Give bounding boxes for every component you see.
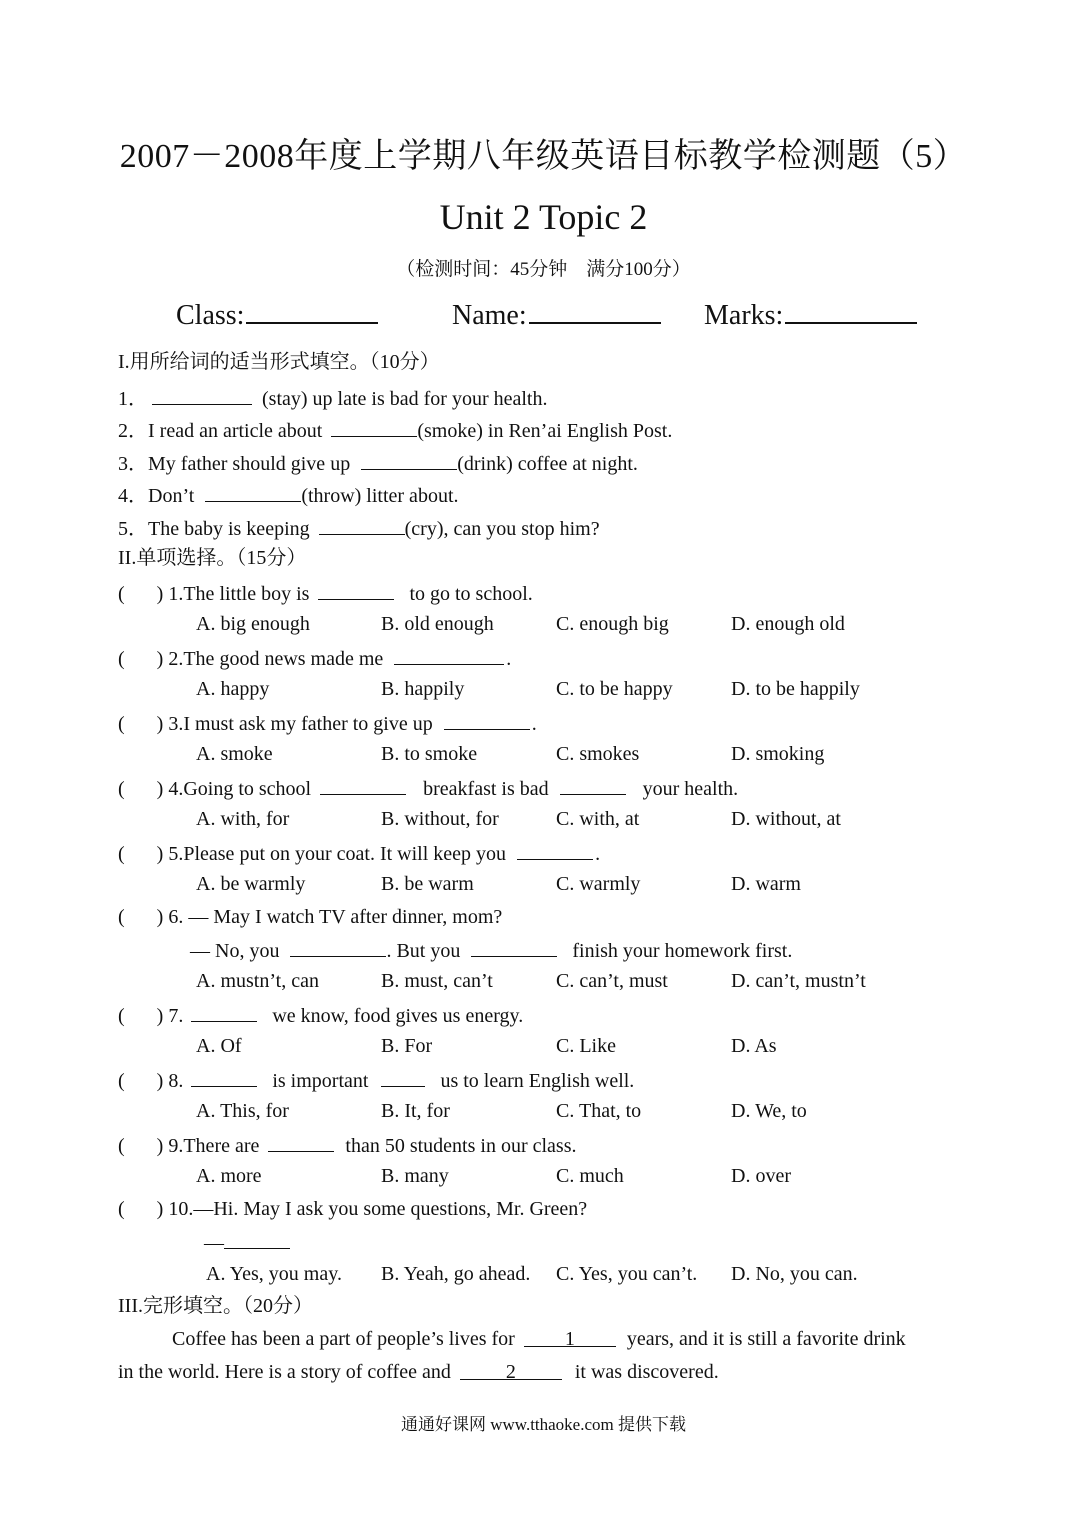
- question-blank: [381, 1066, 425, 1087]
- name-blank[interactable]: [529, 296, 661, 324]
- question-blank: [320, 774, 406, 795]
- mc-question-10: [118, 1196, 587, 1222]
- q9-option-b[interactable]: B. many: [381, 1165, 449, 1187]
- q10-option-d[interactable]: D. No, you can.: [731, 1263, 858, 1285]
- name-label: Name:: [452, 300, 527, 331]
- mc-question-1: [118, 579, 533, 607]
- cloze-text: Coffee has been a part of people’s lives for: [172, 1328, 520, 1350]
- q7-option-c[interactable]: C. Like: [556, 1035, 616, 1057]
- word-hint: (cry): [404, 518, 444, 540]
- mc-question-2: [118, 644, 511, 672]
- class-label: Class:: [176, 300, 245, 331]
- q1-option-b[interactable]: B. old enough: [381, 613, 494, 635]
- answer-blank[interactable]: [331, 416, 417, 437]
- marks-blank[interactable]: [785, 296, 917, 324]
- question-number: ) 10.: [156, 1198, 194, 1220]
- question-text: —: [204, 1232, 224, 1254]
- mc-question-5: [118, 839, 600, 867]
- question-text: we know, food gives us energy.: [267, 1005, 524, 1027]
- question-text: There are: [183, 1135, 265, 1157]
- answer-paren[interactable]: (: [118, 1135, 125, 1157]
- q6-option-c[interactable]: C. can’t, must: [556, 970, 668, 992]
- q6-option-d[interactable]: D. can’t, mustn’t: [731, 970, 866, 992]
- question-text: us to learn English well.: [435, 1070, 635, 1092]
- question-blank: [318, 579, 394, 600]
- q5-option-c[interactable]: C. warmly: [556, 873, 641, 895]
- question-blank: [290, 936, 386, 957]
- cloze-blank-1[interactable]: [524, 1326, 616, 1350]
- q9-option-a[interactable]: A. more: [196, 1165, 262, 1187]
- question-blank: [191, 1001, 257, 1022]
- answer-blank[interactable]: [205, 481, 301, 502]
- question-blank: [394, 644, 504, 665]
- question-blank: [560, 774, 626, 795]
- section-3-heading: III.完形填空。（20分）: [118, 1295, 313, 1317]
- q6-option-b[interactable]: B. must, can’t: [381, 970, 493, 992]
- answer-blank[interactable]: [319, 514, 405, 535]
- question-text: I must ask my father to give up: [183, 713, 438, 735]
- cloze-number: 1: [564, 1328, 575, 1350]
- s1-item-1: [118, 384, 547, 412]
- s1-item-2: [118, 416, 672, 444]
- answer-paren[interactable]: (: [118, 583, 125, 605]
- question-text: The good news made me: [183, 648, 389, 670]
- q1-option-c[interactable]: C. enough big: [556, 613, 669, 635]
- q8-option-c[interactable]: C. That, to: [556, 1100, 642, 1122]
- item-text: coffee at night.: [512, 453, 638, 475]
- item-text: The baby is keeping: [148, 518, 315, 540]
- q5-option-a[interactable]: A. be warmly: [196, 873, 306, 895]
- mc-question-3: [118, 709, 537, 737]
- q2-option-a[interactable]: A. happy: [196, 678, 270, 700]
- section-2-heading: II.单项选择。（15分）: [118, 547, 307, 569]
- question-text: — No, you: [190, 940, 285, 962]
- mc-question-4: [118, 774, 738, 802]
- q8-option-a[interactable]: A. This, for: [196, 1100, 289, 1122]
- question-blank: [268, 1131, 334, 1152]
- marks-label: Marks:: [704, 300, 784, 331]
- question-text: Going to school: [183, 778, 317, 800]
- q5-option-d[interactable]: D. warm: [731, 873, 801, 895]
- section-1-heading: I.用所给词的适当形式填空。（10分）: [118, 351, 440, 373]
- page-subtitle: Unit 2 Topic 2: [439, 197, 648, 237]
- question-text: to go to school.: [404, 583, 533, 605]
- word-hint: (smoke): [417, 420, 483, 442]
- q3-option-c[interactable]: C. smokes: [556, 743, 640, 765]
- q1-option-a[interactable]: A. big enough: [196, 613, 310, 635]
- cloze-number: 2: [505, 1361, 516, 1383]
- answer-paren[interactable]: (: [118, 713, 125, 735]
- q4-option-c[interactable]: C. with, at: [556, 808, 640, 830]
- q7-option-b[interactable]: B. For: [381, 1035, 433, 1057]
- q9-option-d[interactable]: D. over: [731, 1165, 791, 1187]
- q10-option-c[interactable]: C. Yes, you can’t.: [556, 1263, 698, 1285]
- item-text: litter about.: [361, 485, 459, 507]
- question-number: ) 1.: [156, 583, 184, 605]
- answer-blank[interactable]: [152, 384, 252, 405]
- question-number: ) 3.: [156, 713, 184, 735]
- word-hint: (drink): [457, 453, 513, 475]
- item-text: My father should give up: [148, 453, 356, 475]
- question-number: ) 6.: [156, 906, 184, 928]
- answer-paren[interactable]: (: [118, 648, 125, 670]
- class-blank[interactable]: [246, 296, 378, 324]
- item-text: in Ren’ai English Post.: [482, 420, 673, 442]
- item-text: up late is bad for your health.: [307, 388, 548, 410]
- question-number: ) 5.: [156, 843, 184, 865]
- item-text: I read an article about: [148, 420, 328, 442]
- question-number: ) 7.: [156, 1005, 184, 1027]
- answer-paren[interactable]: (: [118, 1198, 125, 1220]
- question-text: .: [531, 713, 537, 735]
- cloze-line-2: [118, 1359, 719, 1385]
- s1-item-3: [118, 449, 638, 477]
- mc-question-8: [118, 1066, 634, 1094]
- q4-option-b[interactable]: B. without, for: [381, 808, 499, 830]
- mc-question-7: [118, 1001, 523, 1029]
- question-blank: [444, 709, 530, 730]
- answer-paren[interactable]: (: [118, 1070, 125, 1092]
- q3-option-d[interactable]: D. smoking: [731, 743, 825, 765]
- question-number: ) 9.: [156, 1135, 184, 1157]
- mc-question-9: [118, 1131, 576, 1159]
- question-text: .: [506, 648, 512, 670]
- answer-paren[interactable]: (: [118, 906, 125, 928]
- q7-option-a[interactable]: A. Of: [196, 1035, 242, 1057]
- s1-item-4: [118, 481, 459, 509]
- q2-option-b[interactable]: B. happily: [381, 678, 465, 700]
- question-text: than 50 students in our class.: [340, 1135, 577, 1157]
- item-text: , can you stop him?: [443, 518, 600, 540]
- question-text: your health.: [637, 778, 739, 800]
- question-text: — May I watch TV after dinner, mom?: [188, 906, 503, 928]
- item-number: 4．: [118, 485, 148, 507]
- item-number: 1．: [118, 388, 148, 410]
- item-text: Don’t: [148, 485, 200, 507]
- cloze-text: years, and it is still a favorite drink: [621, 1328, 906, 1350]
- q6-option-a[interactable]: A. mustn’t, can: [196, 970, 319, 992]
- word-hint: (throw): [301, 485, 362, 507]
- q8-option-b[interactable]: B. It, for: [381, 1100, 450, 1122]
- q6-response-line: [190, 936, 792, 964]
- q9-option-c[interactable]: C. much: [556, 1165, 624, 1187]
- q10-response-line: [204, 1228, 290, 1256]
- class-field: [176, 296, 378, 332]
- q2-option-d[interactable]: D. to be happily: [731, 678, 860, 700]
- item-number: 5．: [118, 518, 148, 540]
- q8-option-d[interactable]: D. We, to: [731, 1100, 807, 1122]
- q1-option-d[interactable]: D. enough old: [731, 613, 845, 635]
- q4-option-a[interactable]: A. with, for: [196, 808, 290, 830]
- q2-option-c[interactable]: C. to be happy: [556, 678, 673, 700]
- question-text: .: [595, 843, 601, 865]
- question-text: is important: [267, 1070, 374, 1092]
- answer-blank[interactable]: [361, 449, 457, 470]
- question-text: Please put on your coat. It will keep you: [183, 843, 512, 865]
- question-text: —Hi. May I ask you some questions, Mr. Green?: [193, 1198, 588, 1220]
- mc-question-6: [118, 904, 502, 930]
- question-text: breakfast is bad: [418, 778, 554, 800]
- question-blank: [191, 1066, 257, 1087]
- word-hint: (stay): [262, 388, 308, 410]
- cloze-line-1: [172, 1326, 906, 1352]
- answer-paren[interactable]: (: [118, 843, 125, 865]
- s1-item-5: [118, 514, 600, 542]
- cloze-text: in the world. Here is a story of coffee and: [118, 1361, 456, 1383]
- q3-option-a[interactable]: A. smoke: [196, 743, 273, 765]
- item-number: 3．: [118, 453, 148, 475]
- question-text: . But you: [386, 940, 466, 962]
- q10-option-b[interactable]: B. Yeah, go ahead.: [381, 1263, 531, 1285]
- exam-meta: （检测时间：45分钟 满分100分）: [396, 259, 691, 280]
- question-number: ) 2.: [156, 648, 184, 670]
- page-title: 2007－2008年度上学期八年级英语目标教学检测题（5）: [119, 138, 968, 175]
- q3-option-b[interactable]: B. to smoke: [381, 743, 478, 765]
- cloze-blank-2[interactable]: [460, 1359, 562, 1383]
- q5-option-b[interactable]: B. be warm: [381, 873, 474, 895]
- answer-paren[interactable]: (: [118, 1005, 125, 1027]
- answer-paren[interactable]: (: [118, 778, 125, 800]
- cloze-text: it was discovered.: [569, 1361, 719, 1383]
- q10-option-a[interactable]: A. Yes, you may.: [206, 1263, 342, 1285]
- question-blank: [517, 839, 593, 860]
- question-blank: [471, 936, 557, 957]
- marks-field: [704, 296, 917, 332]
- item-number: 2．: [118, 420, 148, 442]
- question-number: ) 4.: [156, 778, 184, 800]
- question-blank: [224, 1228, 290, 1249]
- page-footer: 通通好课网 www.tthaoke.com 提供下载: [400, 1415, 687, 1434]
- q7-option-d[interactable]: D. As: [731, 1035, 777, 1057]
- question-number: ) 8.: [156, 1070, 184, 1092]
- name-field: [452, 296, 661, 332]
- q4-option-d[interactable]: D. without, at: [731, 808, 841, 830]
- question-text: finish your homework first.: [567, 940, 793, 962]
- question-text: The little boy is: [183, 583, 315, 605]
